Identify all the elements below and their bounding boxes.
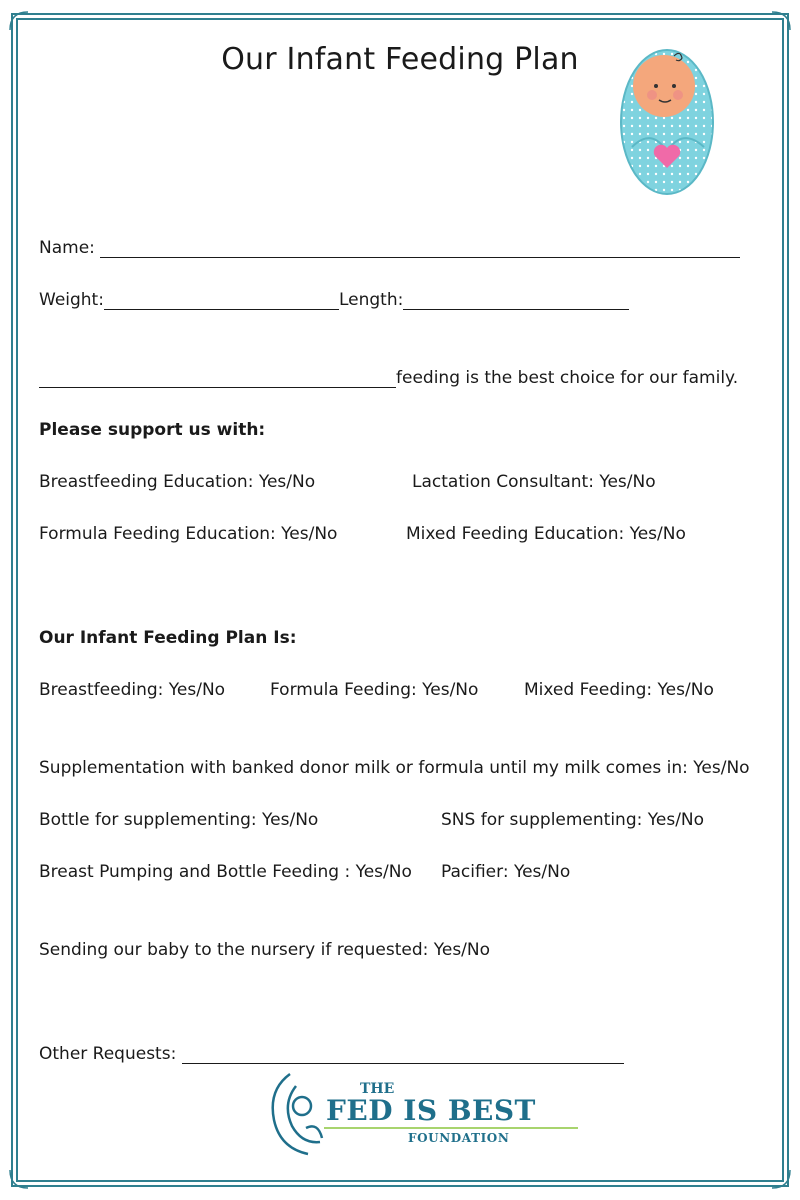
name-label: Name: bbox=[39, 238, 95, 258]
name-input[interactable] bbox=[100, 239, 740, 258]
bottle-supplementing-option[interactable]: Bottle for supplementing: Yes/No bbox=[39, 810, 319, 830]
mixed-feeding-education-option[interactable]: Mixed Feeding Education: Yes/No bbox=[406, 524, 686, 544]
feeding-choice-input[interactable] bbox=[39, 369, 396, 388]
plan-heading: Our Infant Feeding Plan Is: bbox=[39, 628, 297, 648]
swaddled-baby-icon bbox=[612, 42, 722, 197]
length-input[interactable] bbox=[403, 291, 629, 310]
length-label: Length: bbox=[338, 290, 404, 310]
sns-supplementing-option[interactable]: SNS for supplementing: Yes/No bbox=[441, 810, 705, 830]
support-heading: Please support us with: bbox=[39, 420, 266, 440]
weight-input[interactable] bbox=[104, 291, 339, 310]
page-title: Our Infant Feeding Plan bbox=[221, 42, 579, 77]
other-requests-input[interactable] bbox=[182, 1045, 624, 1064]
breast-pumping-option[interactable]: Breast Pumping and Bottle Feeding : Yes/No bbox=[39, 862, 412, 882]
feeding-choice-text: feeding is the best choice for our family. bbox=[396, 368, 739, 388]
breastfeeding-option[interactable]: Breastfeeding: Yes/No bbox=[39, 680, 226, 700]
other-requests-label: Other Requests: bbox=[39, 1044, 177, 1064]
logo-foundation-text: FOUNDATION bbox=[408, 1131, 510, 1145]
weight-label: Weight: bbox=[39, 290, 104, 310]
logo-the-text: THE bbox=[360, 1081, 395, 1097]
formula-feeding-education-option[interactable]: Formula Feeding Education: Yes/No bbox=[39, 524, 338, 544]
logo-main-text: FED IS BEST bbox=[326, 1094, 536, 1127]
nursery-option[interactable]: Sending our baby to the nursery if requested: Yes/No bbox=[39, 940, 491, 960]
formula-feeding-option[interactable]: Formula Feeding: Yes/No bbox=[270, 680, 479, 700]
pacifier-option[interactable]: Pacifier: Yes/No bbox=[441, 862, 571, 882]
supplementation-option[interactable]: Supplementation with banked donor milk or formula until my milk comes in: Yes/No bbox=[39, 758, 750, 778]
breastfeeding-education-option[interactable]: Breastfeeding Education: Yes/No bbox=[39, 472, 316, 492]
mixed-feeding-option[interactable]: Mixed Feeding: Yes/No bbox=[524, 680, 714, 700]
lactation-consultant-option[interactable]: Lactation Consultant: Yes/No bbox=[412, 472, 656, 492]
